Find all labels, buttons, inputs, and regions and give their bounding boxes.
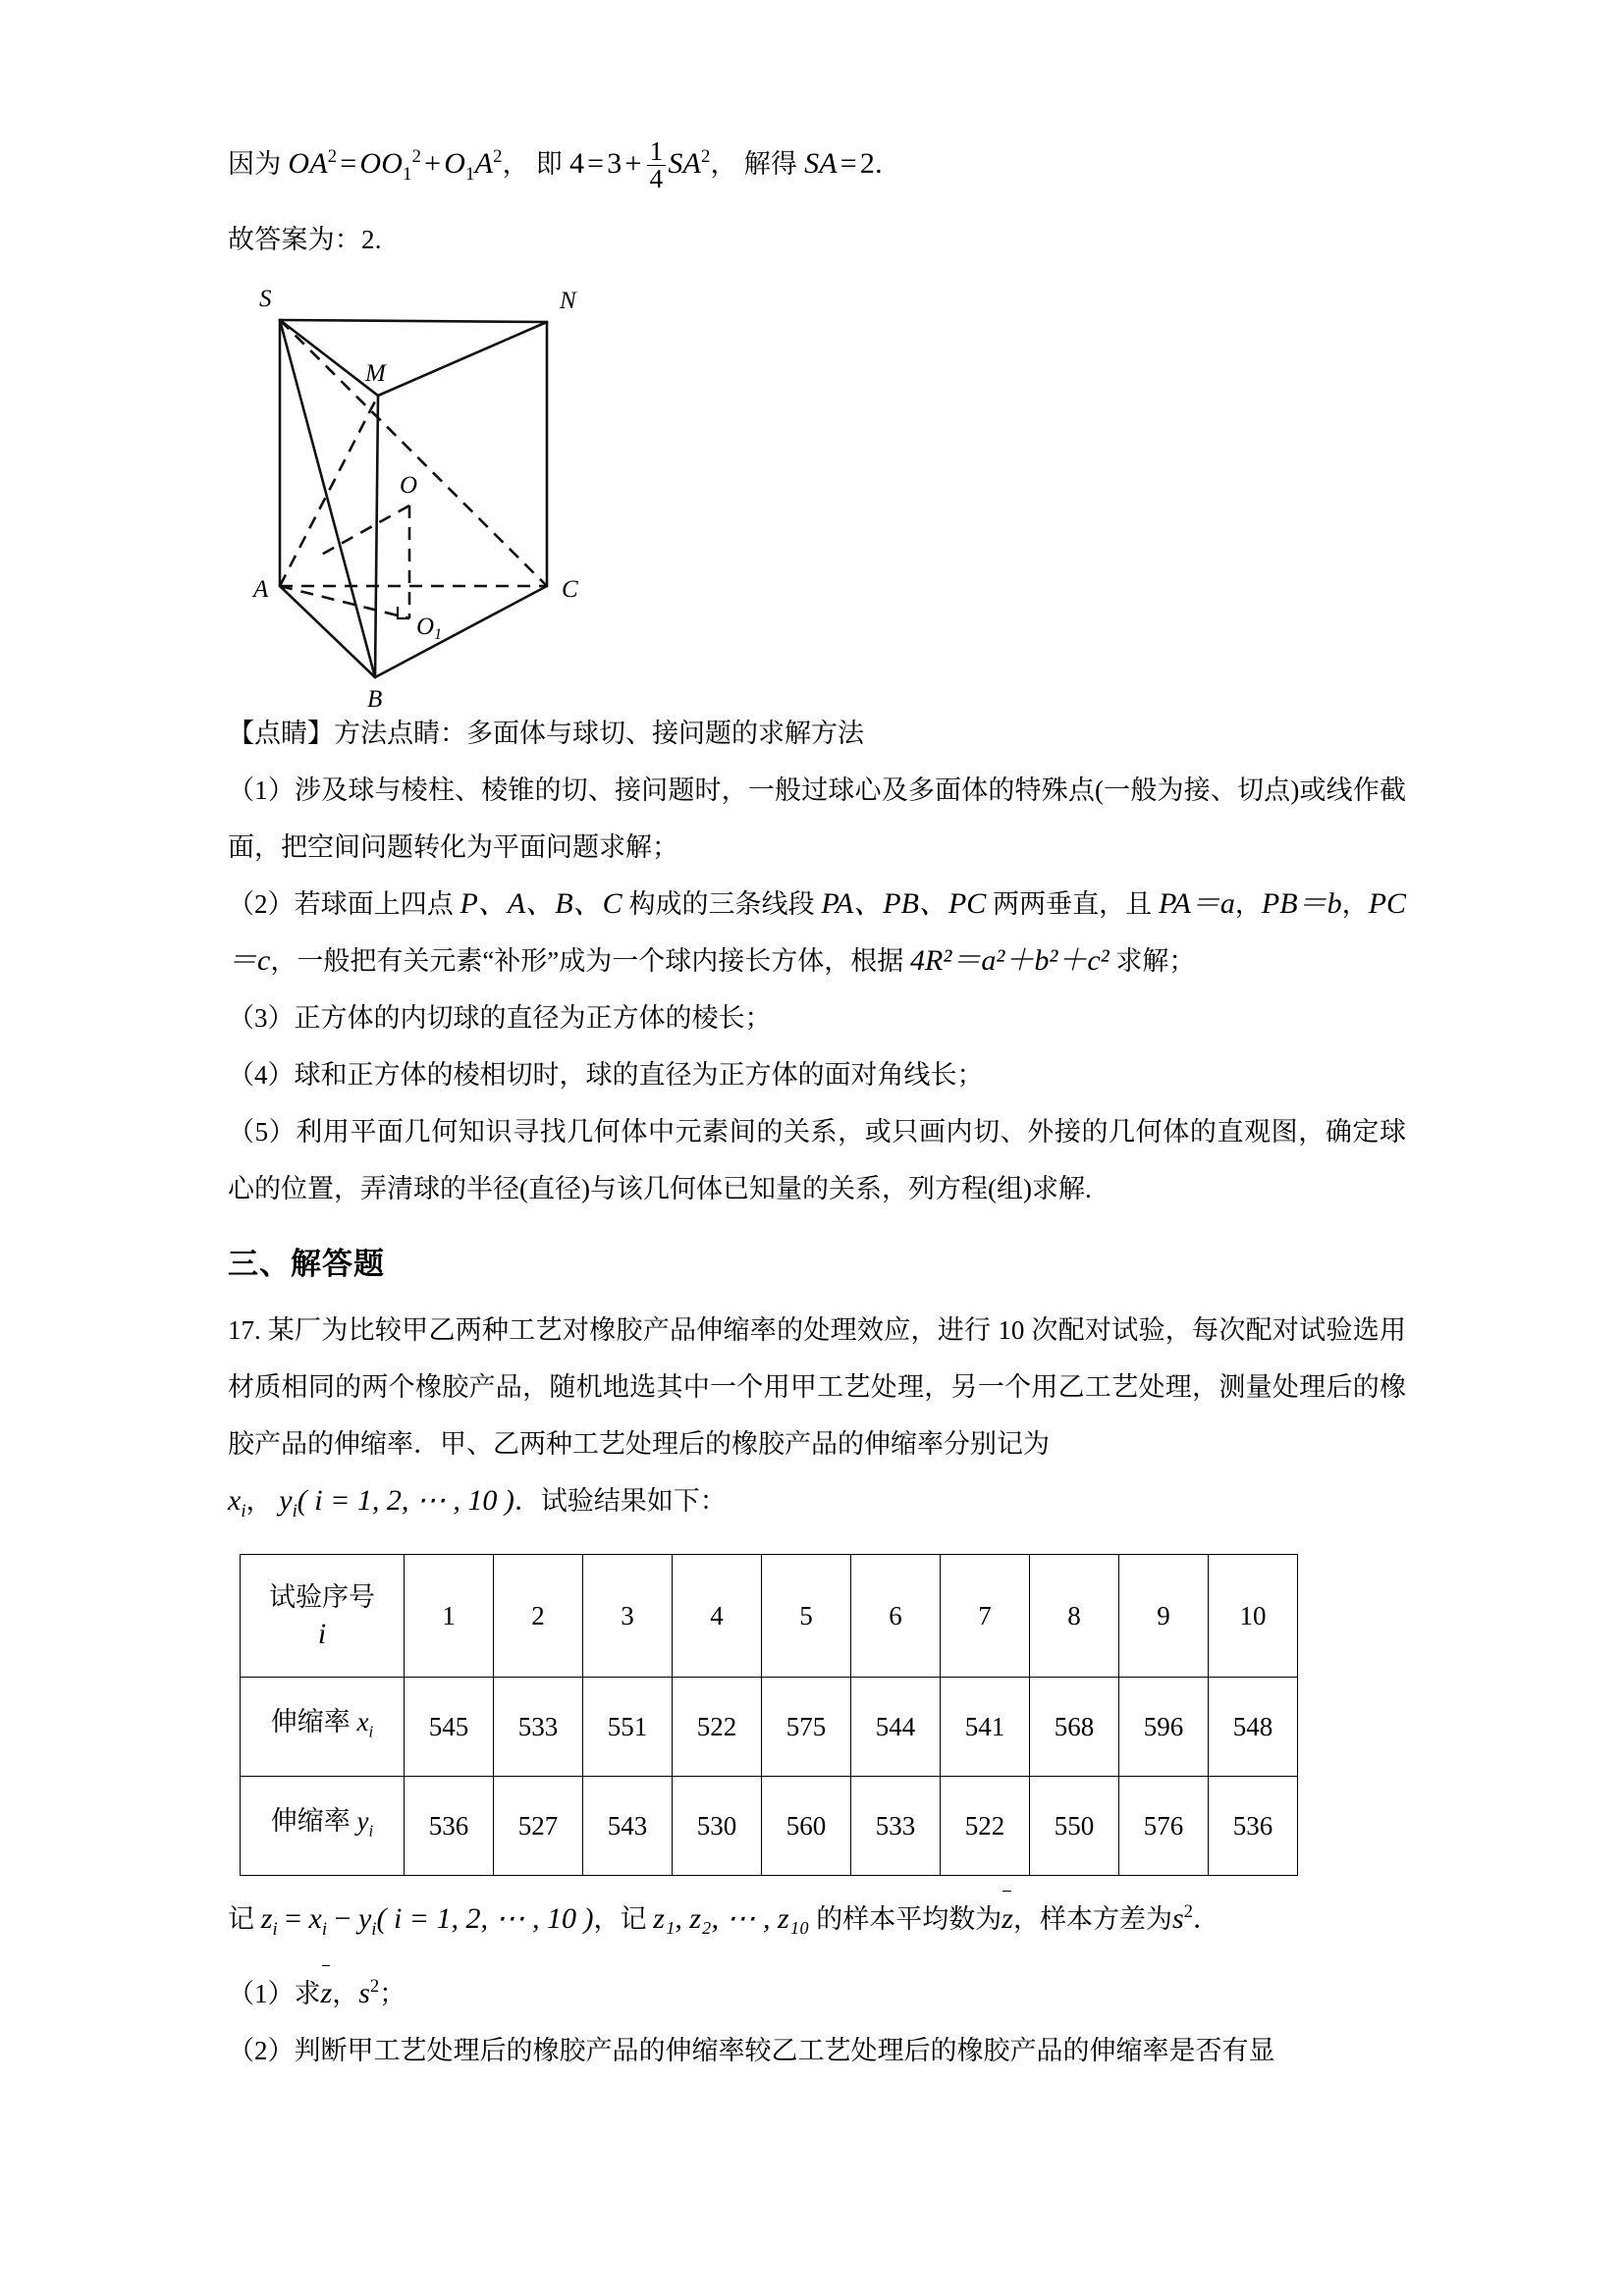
- formula-o1a-squared: $O_1A^2$: [444, 146, 503, 185]
- hidden-edge-AM: [280, 396, 378, 586]
- hidden-edge-AO1: [280, 586, 409, 618]
- prism-svg: [198, 273, 650, 713]
- table-cell-y: 533: [851, 1777, 941, 1876]
- question-17-body: 某厂为比较甲乙两种工艺对橡胶产品伸缩率的处理效应，进行 10 次配对试验，每次配对试验选用材质相同的两个橡胶产品，随机地选其中一个用甲工艺处理，另一个用乙工艺处理，测量处理后的橡胶产品的伸缩率．甲、乙两种工艺处理后的橡胶产品的伸缩率分别记为: [228, 1315, 1407, 1459]
- right-angle-mark-O1: [398, 607, 409, 618]
- label-S: S: [259, 286, 272, 312]
- tip-item-2-pc: PC: [1368, 887, 1407, 920]
- sub-question-1: （1）求z，$s^2$；: [228, 1958, 1406, 2022]
- var-x: $x_i$: [228, 1484, 246, 1522]
- table-cell-y: 560: [762, 1777, 851, 1876]
- sub-q1-s2: $s^2$: [358, 1976, 380, 2009]
- final-answer-line: 故答案为：2.: [228, 225, 382, 254]
- tip-item-2-pa: PA: [1159, 887, 1191, 920]
- tip-title: 方法点睛：多面体与球切、接问题的求解方法: [334, 719, 864, 748]
- table-cell-index: 8: [1030, 1555, 1119, 1678]
- edge-BC: [375, 586, 547, 677]
- sub-question-2: [228, 2022, 1406, 2079]
- note-z-list: z₁, z₂, ⋯ , z₁₀: [653, 1902, 810, 1935]
- answer-formula-line: 因为 $OA^2 = OO_1^2 + O_1A^2$， 即 4 = 3 + $\frac{1}{4}$ $SA^2$， 解得 SA = 2.: [228, 135, 883, 194]
- tip-item-5-num: （5）: [228, 1117, 297, 1147]
- tip-item-1-text: 涉及球与棱柱、棱锥的切、接问题时，一般过球心及多面体的特殊点(一般为接、切点)或线作截面，把空间问题转化为平面问题求解；: [228, 775, 1407, 862]
- label-C: C: [562, 576, 578, 603]
- table-cell-y: 576: [1119, 1777, 1209, 1876]
- formula-prefix: 因为: [228, 149, 282, 179]
- table-cell-y: 527: [494, 1777, 583, 1876]
- var-y: $y_i$: [279, 1484, 298, 1522]
- edge-SN: [280, 320, 547, 322]
- sub-question-1-text-a: 求: [294, 1979, 321, 2008]
- formula-suffix: 解得: [743, 149, 798, 179]
- table-cell-y: 522: [941, 1777, 1030, 1876]
- table-cell-x: 596: [1119, 1678, 1209, 1777]
- tip-item-3-text: 正方体的内切球的直径为正方体的棱长；: [294, 1003, 772, 1033]
- table-cell-index: 5: [762, 1555, 851, 1678]
- table-cell-index: 2: [494, 1555, 583, 1678]
- hidden-edge-SC: [280, 320, 547, 586]
- table-cell-x: 533: [494, 1678, 583, 1777]
- tip-title-line: [228, 705, 1406, 762]
- table-cell-y: 536: [405, 1777, 494, 1876]
- tip-item-3: [228, 989, 1406, 1046]
- formula-sa-result: SA: [804, 147, 838, 180]
- label-O1: $O_1$: [416, 614, 443, 643]
- formula-value-left: 4: [568, 147, 585, 180]
- tip-item-2-pb: PB: [1261, 887, 1298, 920]
- question-17-number: 17.: [228, 1315, 261, 1345]
- table-cell-x: 548: [1209, 1678, 1298, 1777]
- formula-fraction: $\frac{1}{4}$: [647, 138, 667, 193]
- table-cell-y: 530: [673, 1777, 762, 1876]
- section-heading-answer-questions: 三、解答题: [228, 1247, 385, 1281]
- tip-item-2-text-e: 求解；: [1109, 946, 1196, 976]
- formula-oa-squared: $OA^2$: [288, 146, 338, 180]
- page-content: [228, 0, 1406, 2079]
- table-header-trial-index: 试验序号 i: [241, 1555, 405, 1678]
- table-cell-index: 1: [405, 1555, 494, 1678]
- tip-item-1-num: （1）: [228, 775, 296, 805]
- formula-value-right: 3: [607, 147, 623, 180]
- var-range: ( i = 1, 2, ⋯ , 10 ): [297, 1484, 514, 1517]
- tip-item-2-formula: 4R²＝a²＋b²＋c²: [910, 944, 1110, 977]
- tip-item-2-text-b: 构成的三条线段: [622, 889, 822, 919]
- note-prefix: 记: [228, 1904, 261, 1934]
- edge-SB: [280, 320, 375, 677]
- tip-item-4-num: （4）: [228, 1060, 295, 1090]
- tip-item-2-points: P、A、B、C: [460, 887, 623, 920]
- table-cell-x: 545: [405, 1678, 494, 1777]
- tip-item-2-segments: PA、PB、PC: [821, 887, 987, 920]
- y-symbol: $y_i$: [356, 1805, 374, 1841]
- table-row-y-values: [241, 1777, 1298, 1876]
- formula-sa-squared: $SA^2$: [668, 146, 711, 180]
- table-cell-x: 541: [941, 1678, 1030, 1777]
- table-cell-index: 4: [673, 1555, 762, 1678]
- formula-oo1-squared: $OO_1^2$: [359, 146, 422, 185]
- edge-MB: [375, 396, 378, 677]
- table-cell-x: 544: [851, 1678, 941, 1777]
- note-mid: ，记: [593, 1904, 654, 1934]
- question-17-body-2: ．试验结果如下：: [514, 1486, 727, 1516]
- table-header-y-rate: 伸缩率 $y_i$: [241, 1777, 405, 1876]
- sub-q1-z-bar: z: [321, 1963, 333, 2022]
- table-cell-y: 536: [1209, 1777, 1298, 1876]
- x-symbol: $x_i$: [356, 1706, 374, 1741]
- edge-AB: [280, 586, 375, 677]
- experiment-results-table: [240, 1554, 1298, 1876]
- table-cell-index: 9: [1119, 1555, 1209, 1678]
- edge-MN: [378, 322, 547, 396]
- label-B: B: [367, 686, 383, 713]
- tip-bracket-title: 【点睛】: [228, 719, 334, 748]
- question-17: [228, 1302, 1406, 1472]
- tip-item-2-num: （2）: [228, 889, 295, 919]
- tip-item-2-text-d: ，一般把有关元素“补形”成为一个球内接长方体，根据: [270, 946, 911, 976]
- tip-item-4: [228, 1046, 1406, 1103]
- table-cell-index: 3: [583, 1555, 673, 1678]
- label-O: O: [400, 472, 418, 499]
- table-row-indices: [241, 1555, 1298, 1678]
- table-cell-x: 551: [583, 1678, 673, 1777]
- sub-question-1-text-b: ；: [379, 1979, 406, 2008]
- tip-item-2-text-a: 若球面上四点: [294, 889, 460, 919]
- note-z: $z_i$: [260, 1902, 278, 1940]
- table-cell-y: 543: [583, 1777, 673, 1876]
- formula-middle: 即: [535, 149, 563, 179]
- note-mean-text: 的样本平均数为: [809, 1904, 1002, 1934]
- note-variance-text: ，样本方差为: [1012, 1904, 1172, 1934]
- table-header-x-rate: 伸缩率 $x_i$: [241, 1678, 405, 1777]
- label-A: A: [253, 576, 269, 603]
- question-17-vars-line: $x_i$， $y_i$( i = 1, 2, ⋯ , 10 )．试验结果如下：: [228, 1484, 727, 1522]
- note-y: $y_i$: [357, 1902, 377, 1940]
- tip-item-2-eq-b: ＝b: [1297, 887, 1342, 920]
- table-cell-index: 6: [851, 1555, 941, 1678]
- after-table-note: 记 $z_i = x_i - y_i$( i = 1, 2, ⋯ , 10 )，记 z₁, z₂, ⋯ , z₁₀ 的样本平均数为z，样本方差为$s^2$．: [228, 1884, 1406, 1958]
- table-row-x-values: [241, 1678, 1298, 1777]
- tip-item-5: [228, 1103, 1406, 1217]
- prism-figure: [228, 273, 1406, 713]
- table-cell-index: 7: [941, 1555, 1030, 1678]
- tip-item-2-eq-c: ＝c: [228, 944, 271, 977]
- note-x: $x_i$: [308, 1902, 328, 1940]
- tip-item-2-text-c: 两两垂直，且: [986, 889, 1159, 919]
- note-s2: $s^2$: [1171, 1901, 1193, 1935]
- table-cell-x: 568: [1030, 1678, 1119, 1777]
- tip-item-3-num: （3）: [228, 1003, 295, 1033]
- table-cell-index: 10: [1209, 1555, 1298, 1678]
- table-cell-y: 550: [1030, 1777, 1119, 1876]
- edge-SM: [280, 320, 378, 396]
- tip-item-5-text: 利用平面几何知识寻找几何体中元素间的关系，或只画内切、外接的几何体的直观图，确定球心的位置，弄清球的半径(直径)与该几何体已知量的关系，列方程(组)求解.: [228, 1117, 1407, 1203]
- tip-item-1: [228, 762, 1406, 876]
- tip-item-2-eq-a: ＝a: [1190, 887, 1235, 920]
- sub-question-1-num: （1）: [228, 1979, 295, 2008]
- table-cell-x: 575: [762, 1678, 851, 1777]
- tip-item-2: （2）若球面上四点 P、A、B、C 构成的三条线段 PA、PB、PC 两两垂直，且 PA＝a，PB＝b，PC＝c，一般把有关元素“补形”成为一个球内接长方体，根据 4R²＝a²＋b²＋c² 求解；: [228, 887, 1407, 977]
- tip-item-4-text: 球和正方体的棱相切时，球的直径为正方体的面对角线长；: [294, 1060, 984, 1090]
- note-range: ( i = 1, 2, ⋯ , 10 ): [376, 1902, 594, 1935]
- label-N: N: [560, 288, 576, 314]
- sub-question-2-num: （2）: [228, 2036, 295, 2065]
- table-cell-x: 522: [673, 1678, 762, 1777]
- label-M: M: [365, 360, 386, 387]
- note-z-bar: z: [1001, 1889, 1013, 1948]
- sub-question-2-text: 判断甲工艺处理后的橡胶产品的伸缩率较乙工艺处理后的橡胶产品的伸缩率是否有显: [294, 2036, 1275, 2065]
